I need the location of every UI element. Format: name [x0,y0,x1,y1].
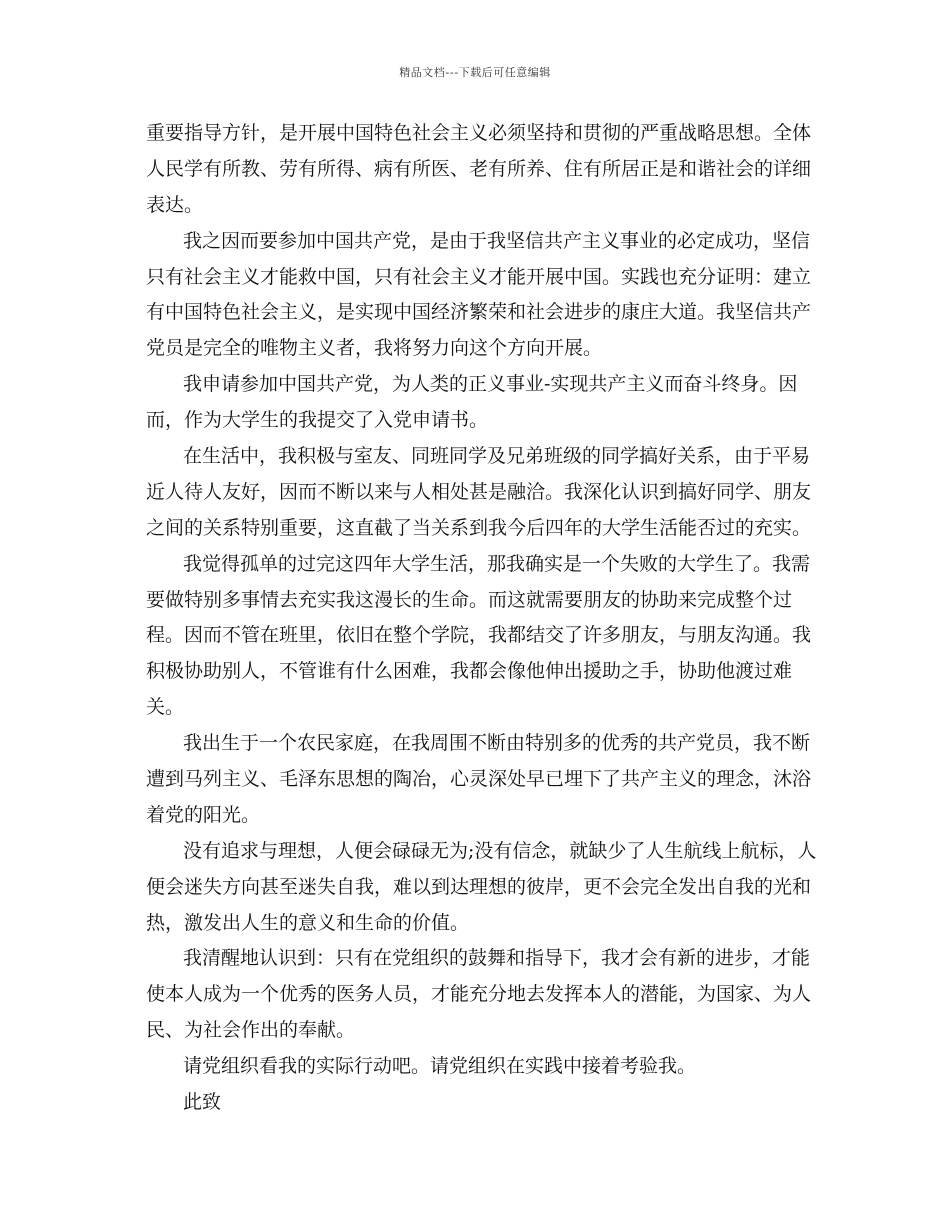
text-line: 程。因而不管在班里，依旧在整个学院，我都结交了许多朋友，与朋友沟通。我 [146,624,812,647]
text-line: 关。 [146,696,185,719]
text-line: 近人待人友好，因而不断以来与人相处甚是融洽。我深化认识到搞好同学、朋友 [146,480,812,503]
text-line: 没有追求与理想，人便会碌碌无为;没有信念，就缺少了人生航线上航标，人 [183,839,817,862]
text-line: 我之因而要参加中国共产党，是由于我坚信共产主义事业的必定成功，坚信 [183,229,811,252]
text-line: 我觉得孤单的过完这四年大学生活，那我确实是一个失败的大学生了。我需 [183,552,811,575]
text-line: 之间的关系特别重要，这直截了当关系到我今后四年的大学生活能否过的充实。 [146,516,812,539]
text-line: 便会迷失方向甚至迷失自我，难以到达理想的彼岸，更不会完全发出自我的光和 [146,875,812,898]
text-line: 重要指导方针，是开展中国特色社会主义必须坚持和贯彻的严重战略思想。全体 [146,122,812,144]
text-line: 民、为社会作出的奉献。 [146,1019,356,1042]
text-line: 积极协助别人，不管谁有什么困难，我都会像他伸出援助之手，协助他渡过难 [146,660,793,683]
text-line: 要做特别多事情去充实我这漫长的生命。而这就需要朋友的协助来完成整个过 [146,588,793,611]
text-line: 我出生于一个农民家庭，在我周围不断由特别多的优秀的共产党员，我不断 [183,732,811,755]
document-body [146,116,816,1121]
text-line: 只有社会主义才能救中国，只有社会主义才能开展中国。实践也充分证明：建立 [146,265,812,288]
text-line: 遭到马列主义、毛泽东思想的陶冶，心灵深处早已埋下了共产主义的理念，沐浴 [146,768,812,791]
text-line: 表达。 [146,193,204,216]
text-line: 有中国特色社会主义，是实现中国经济繁荣和社会进步的康庄大道。我坚信共产 [146,301,812,324]
text-line: 请党组织看我的实际行动吧。请党组织在实践中接着考验我。 [183,1055,697,1078]
text-line: 使本人成为一个优秀的医务人员，才能充分地去发挥本人的潜能，为国家、为人 [146,983,812,1006]
text-line: 此致 [183,1091,222,1114]
text-line: 着党的阳光。 [146,803,261,826]
text-line: 我申请参加中国共产党，为人类的正义事业-实现共产主义而奋斗终身。因 [183,373,798,396]
text-line: 党员是完全的唯物主义者，我将努力向这个方向开展。 [146,337,603,360]
text-line: 人民学有所教、劳有所得、病有所医、老有所养、住有所居正是和谐社会的详细 [146,157,812,180]
text-line: 热，激发出人生的意义和生命的价值。 [146,911,470,934]
text-line: 我清醒地认识到：只有在党组织的鼓舞和指导下，我才会有新的进步，才能 [183,947,811,970]
text-line: 在生活中，我积极与室友、同班同学及兄弟班级的同学搞好关系，由于平易 [183,445,811,468]
page-header: 精品文档---下载后可任意编辑 [399,66,551,79]
text-line: 而，作为大学生的我提交了入党申请书。 [146,409,489,432]
